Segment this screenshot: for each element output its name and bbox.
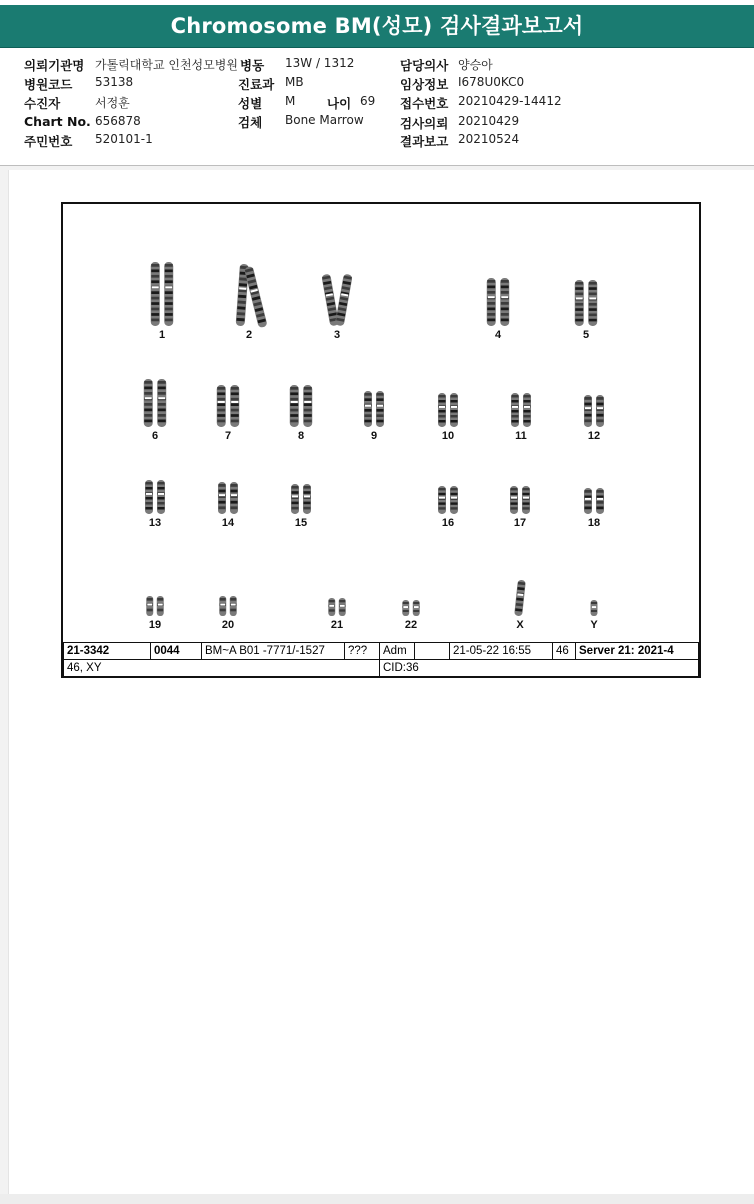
info-cell-karyotype: 46, XY — [64, 660, 380, 677]
age-value: 69 — [360, 94, 376, 108]
chromosome-label-21: 21 — [330, 619, 344, 631]
info-cell-count: 46 — [553, 643, 576, 660]
chromosome-1 — [151, 262, 174, 341]
report-date-label: 결과보고 — [400, 134, 449, 149]
chromosome-label-19: 19 — [148, 619, 162, 631]
resident-no-label: 주민번호 — [24, 134, 73, 149]
chromosome-20 — [219, 596, 237, 631]
doctor-value: 양승아 — [458, 58, 493, 72]
header-separator — [0, 165, 754, 166]
clinical-info-value: I678U0KC0 — [458, 75, 525, 89]
hospital-code-value: 53138 — [95, 75, 134, 89]
info-cell-datetime: 21-05-22 16:55 — [450, 643, 553, 660]
receipt-no-value: 20210429-14412 — [458, 94, 562, 108]
chromosome-label-5: 5 — [582, 329, 590, 341]
info-cell-unknown: ??? — [345, 643, 380, 660]
institution-value: 가톨릭대학교 인천성모병원 — [95, 58, 238, 72]
department-label: 진료과 — [238, 77, 275, 92]
specimen-label: 검체 — [238, 115, 263, 130]
chromosome-19 — [146, 596, 164, 631]
sex-label: 성별 — [238, 96, 263, 111]
chromosome-2 — [236, 264, 268, 341]
info-cell-case-no: 21-3342 — [64, 643, 151, 660]
chromosome-label-15: 15 — [294, 517, 308, 529]
chromosome-label-12: 12 — [587, 430, 601, 442]
chromosome-10 — [438, 393, 458, 442]
chromosome-16 — [438, 486, 458, 529]
ward-value: 13W / 1312 — [285, 56, 355, 70]
ward-label: 병동 — [240, 58, 265, 73]
age-label: 나이 — [327, 96, 352, 111]
info-row-2 — [64, 660, 699, 677]
chromosome-6 — [144, 379, 167, 442]
chromosome-x — [514, 580, 526, 631]
chromosome-label-x: X — [516, 619, 524, 631]
hospital-code-label: 병원코드 — [24, 77, 73, 92]
chromosome-label-18: 18 — [587, 517, 601, 529]
karyogram-image — [63, 204, 699, 640]
chromosome-13 — [145, 480, 165, 529]
patient-value: 서정훈 — [95, 96, 130, 110]
resident-no-value: 520101-1 — [95, 132, 153, 146]
chromosome-label-20: 20 — [221, 619, 235, 631]
chromosome-label-13: 13 — [148, 517, 162, 529]
chromosome-label-4: 4 — [494, 329, 502, 341]
info-cell-adm: Adm — [380, 643, 415, 660]
chromosome-label-17: 17 — [513, 517, 527, 529]
chromosome-label-8: 8 — [297, 430, 305, 442]
chromosome-15 — [291, 484, 311, 529]
chromosome-22 — [402, 600, 420, 631]
chromosome-12 — [584, 395, 604, 442]
karyogram-frame — [61, 202, 701, 678]
chromosome-label-2: 2 — [245, 329, 253, 341]
chart-no-label: Chart No. — [24, 114, 91, 129]
info-cell-server: Server 21: 2021-4 — [576, 643, 699, 660]
sex-value: M — [285, 94, 296, 108]
clinical-info-label: 임상정보 — [400, 77, 449, 92]
chromosome-label-6: 6 — [151, 430, 159, 442]
info-cell-slide: BM~A B01 -7771/-1527 — [202, 643, 345, 660]
request-date-value: 20210429 — [458, 114, 520, 128]
chromosome-label-1: 1 — [158, 329, 166, 341]
chromosome-label-22: 22 — [404, 619, 418, 631]
info-cell-cell-no: 0044 — [151, 643, 202, 660]
report-date-value: 20210524 — [458, 132, 520, 146]
chromosome-21 — [328, 598, 346, 631]
chromosome-label-y: Y — [590, 619, 598, 631]
chromosome-label-9: 9 — [370, 430, 378, 442]
info-cell-blank — [415, 643, 450, 660]
chromosome-17 — [510, 486, 530, 529]
info-cell-cid: CID:36 — [380, 660, 699, 677]
department-value: MB — [285, 75, 304, 89]
chromosome-5 — [575, 280, 598, 341]
karyogram-info-table — [63, 642, 699, 677]
chromosome-label-10: 10 — [441, 430, 455, 442]
chromosome-9 — [364, 391, 384, 442]
institution-label: 의뢰기관명 — [24, 58, 85, 73]
title-bar — [0, 5, 754, 48]
chromosome-8 — [290, 385, 313, 442]
report-header-sheet — [0, 0, 754, 166]
doctor-label: 담당의사 — [400, 58, 449, 73]
chromosome-label-14: 14 — [221, 517, 235, 529]
chromosome-label-11: 11 — [515, 430, 527, 442]
info-row-1 — [64, 643, 699, 660]
chromosome-label-16: 16 — [441, 517, 455, 529]
bottom-strip — [0, 1194, 754, 1204]
chromosome-18 — [584, 488, 604, 529]
chromosome-4 — [487, 278, 510, 341]
patient-label: 수진자 — [24, 96, 61, 111]
chromosome-7 — [217, 385, 240, 442]
chart-no-value: 656878 — [95, 114, 141, 128]
request-date-label: 검사의뢰 — [400, 116, 449, 131]
chromosome-y — [590, 600, 598, 631]
specimen-value: Bone Marrow — [285, 113, 364, 127]
chromosome-label-3: 3 — [333, 329, 341, 341]
receipt-no-label: 접수번호 — [400, 96, 449, 111]
chromosome-14 — [218, 482, 238, 529]
chromosome-3 — [321, 274, 352, 341]
chromosome-11 — [511, 393, 531, 442]
chromosome-label-7: 7 — [224, 430, 232, 442]
report-title: Chromosome BM(성모) 검사결과보고서 — [170, 14, 584, 38]
